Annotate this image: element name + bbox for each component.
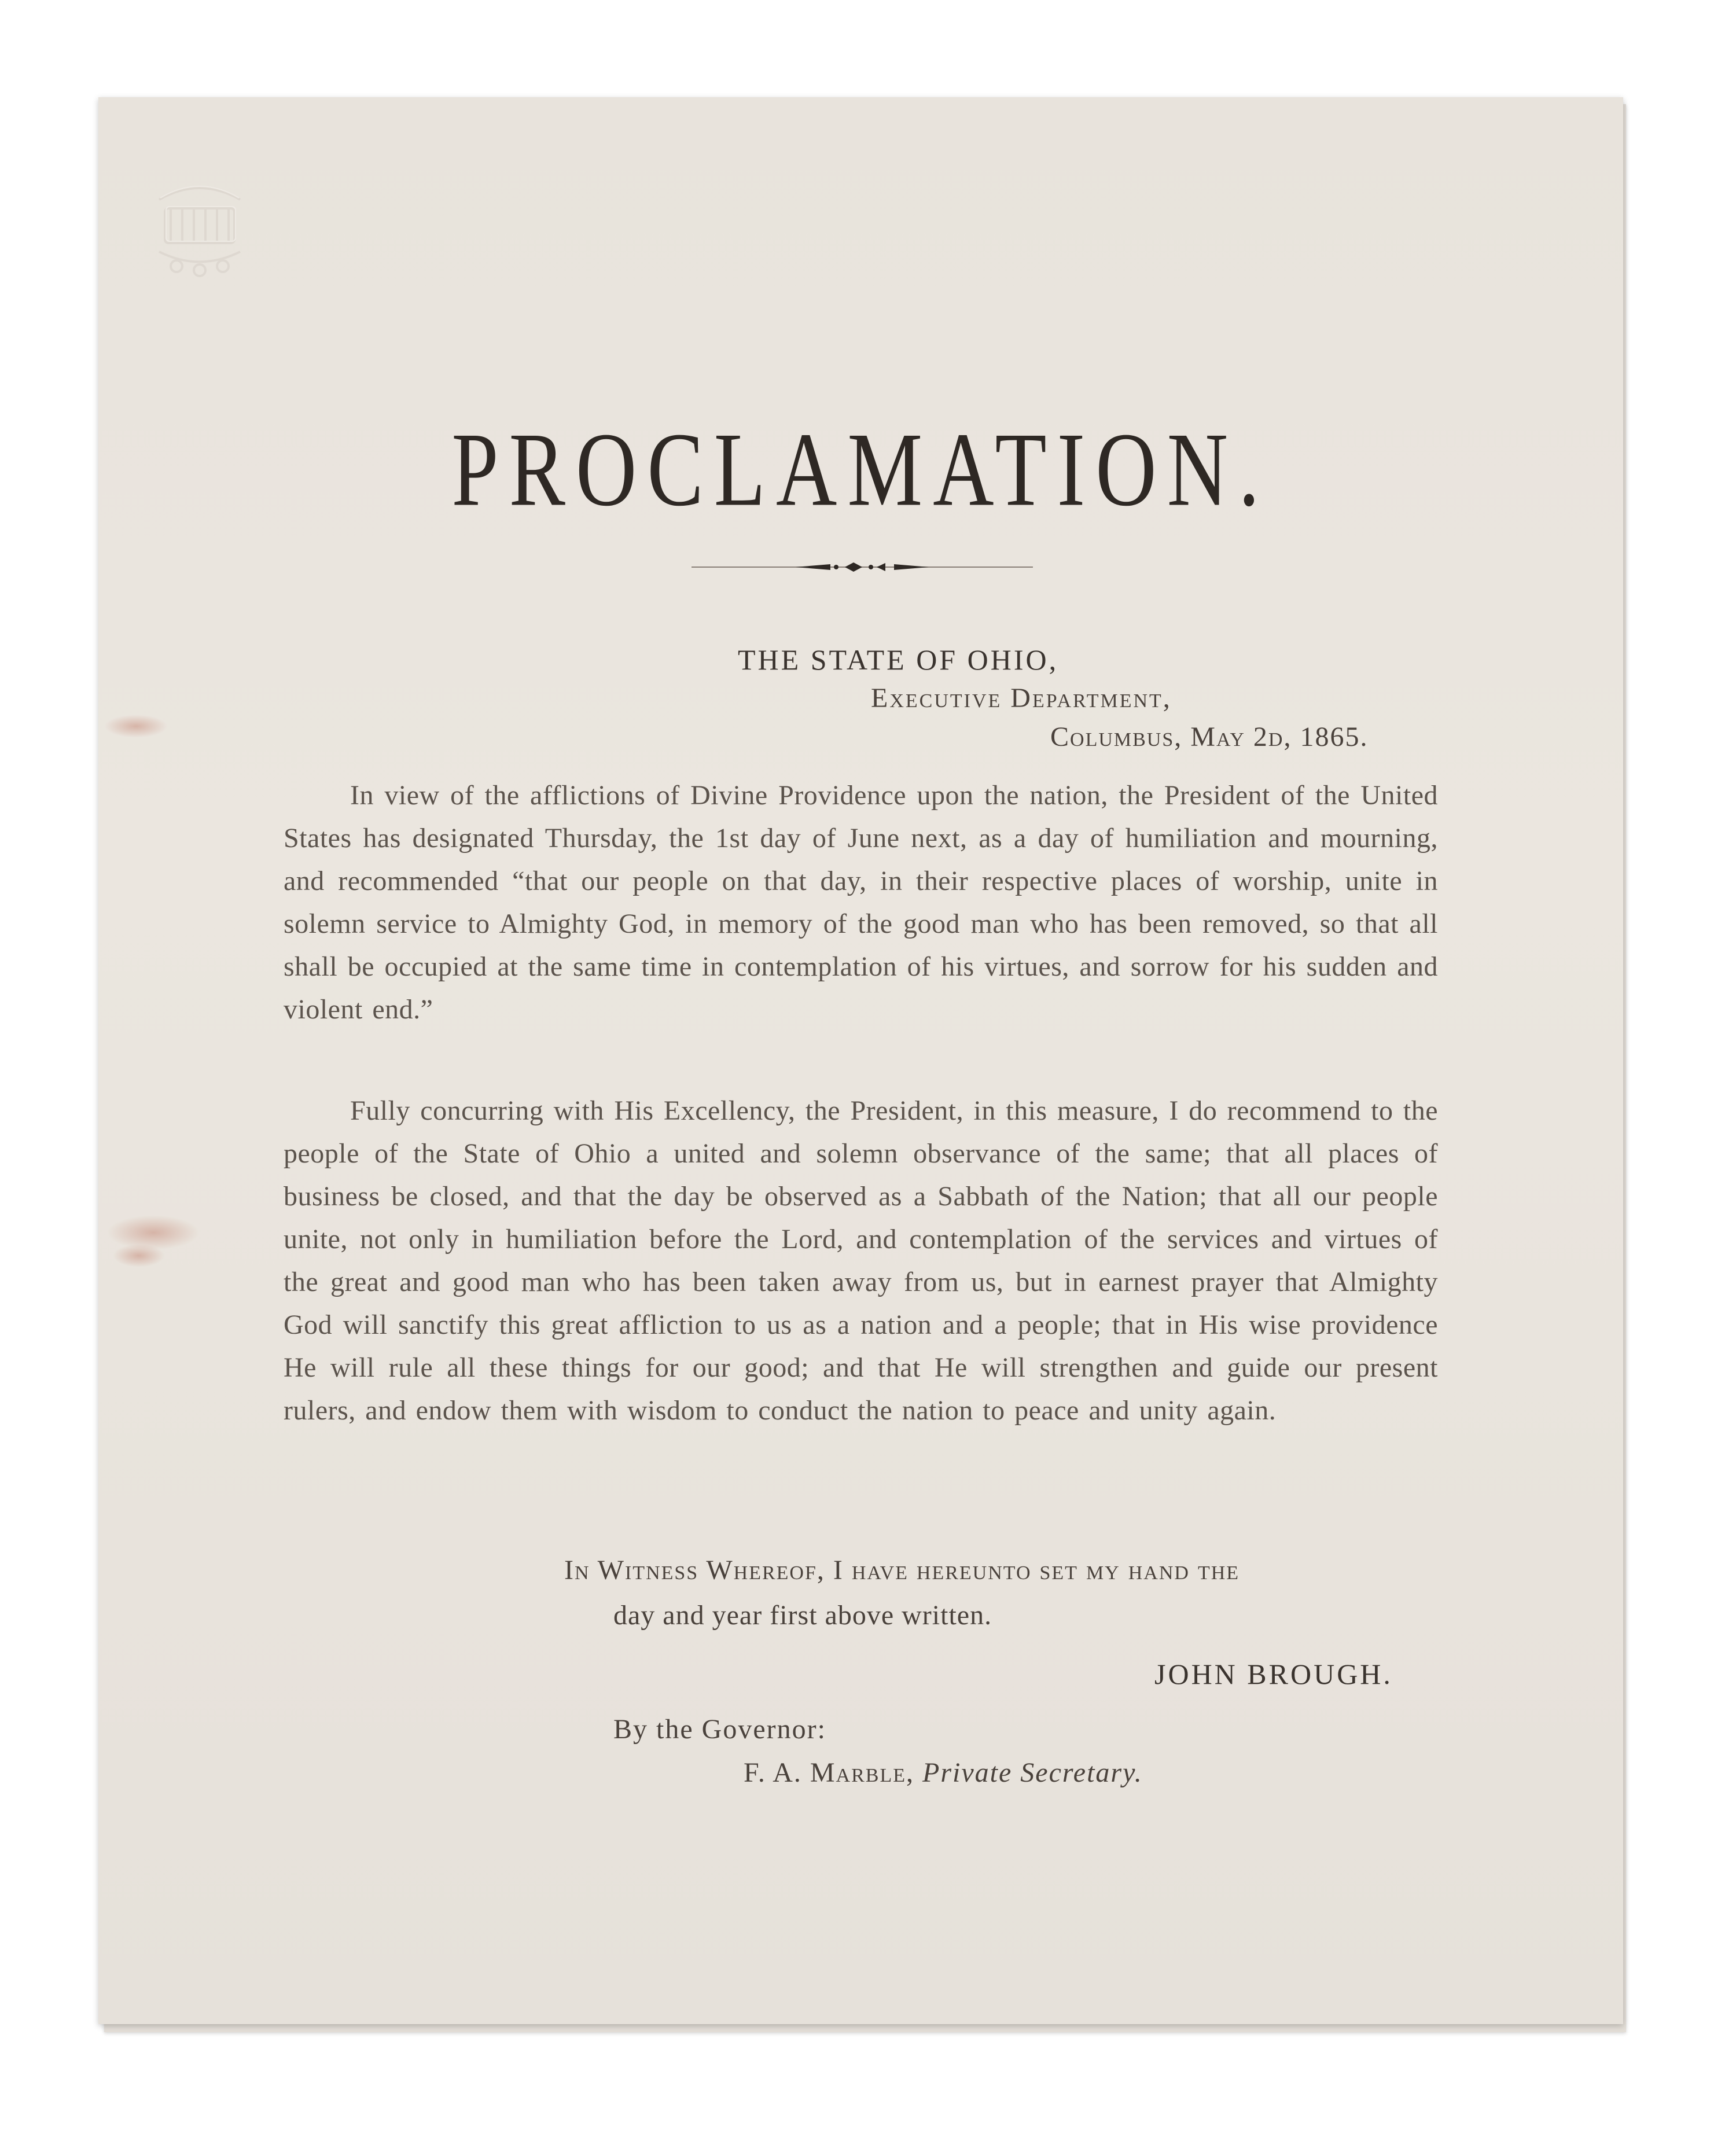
place-date-heading: Columbus, May 2d, 1865. — [1050, 722, 1369, 752]
paragraph-1: In view of the afflictions of Divine Providence upon the nation, the President of the United States has designated Thursday, the 1st day of June next, as a day of humiliation and mourning, and recommended “that our people on that day, in their respective places of worship, unite in solemn service to Almighty God, in memory of the good man who has been removed, so that all shall be occupied at the same time in contemplation of his virtues, and sorrow for his sudden and violent end.” — [284, 780, 1438, 1025]
paragraph-2: Fully concurring with His Excellency, the President, in this measure, I do recommend to the people of the State of Ohio a united and solemn observance of the same; that all places of business be closed, and that the day be observed as a Sabbath of the Nation; that all our people unite, not only in humiliation before the Lord, and contemplation of the services and virtues of the great and good man who has been taken away from us, but in earnest prayer that Almighty God will sanctify this great affliction to us as a nation and a people; that in His wise providence He will rule all these things for our good; and that He will strengthen and guide our present rulers, and endow them with wisdom to conduct the nation to peace and unity again. — [284, 1095, 1438, 1426]
foxing-stain — [113, 1244, 165, 1267]
by-the-governor: By the Governor: — [613, 1714, 826, 1745]
witness-line-1: In Witness Whereof, I have hereunto set my hand the — [564, 1555, 1240, 1585]
secretary-name: F. A. Marble, — [744, 1757, 914, 1788]
governor-signature: JOHN BROUGH. — [1154, 1658, 1393, 1690]
secretary-line — [744, 1759, 1143, 1787]
ornamental-divider-icon — [692, 550, 1033, 584]
foxing-stain — [107, 1215, 200, 1250]
proclamation-title: PROCLAMATION. — [451, 411, 1270, 528]
proclamation-sheet — [98, 97, 1623, 2024]
secretary-title: Private Secretary. — [922, 1757, 1143, 1788]
department-heading: Executive Department, — [871, 683, 1172, 713]
witness-line-2: day and year first above written. — [613, 1600, 992, 1631]
foxing-stain — [104, 715, 168, 738]
embossed-seal-icon — [136, 165, 263, 292]
state-heading: THE STATE OF OHIO, — [738, 643, 1059, 676]
